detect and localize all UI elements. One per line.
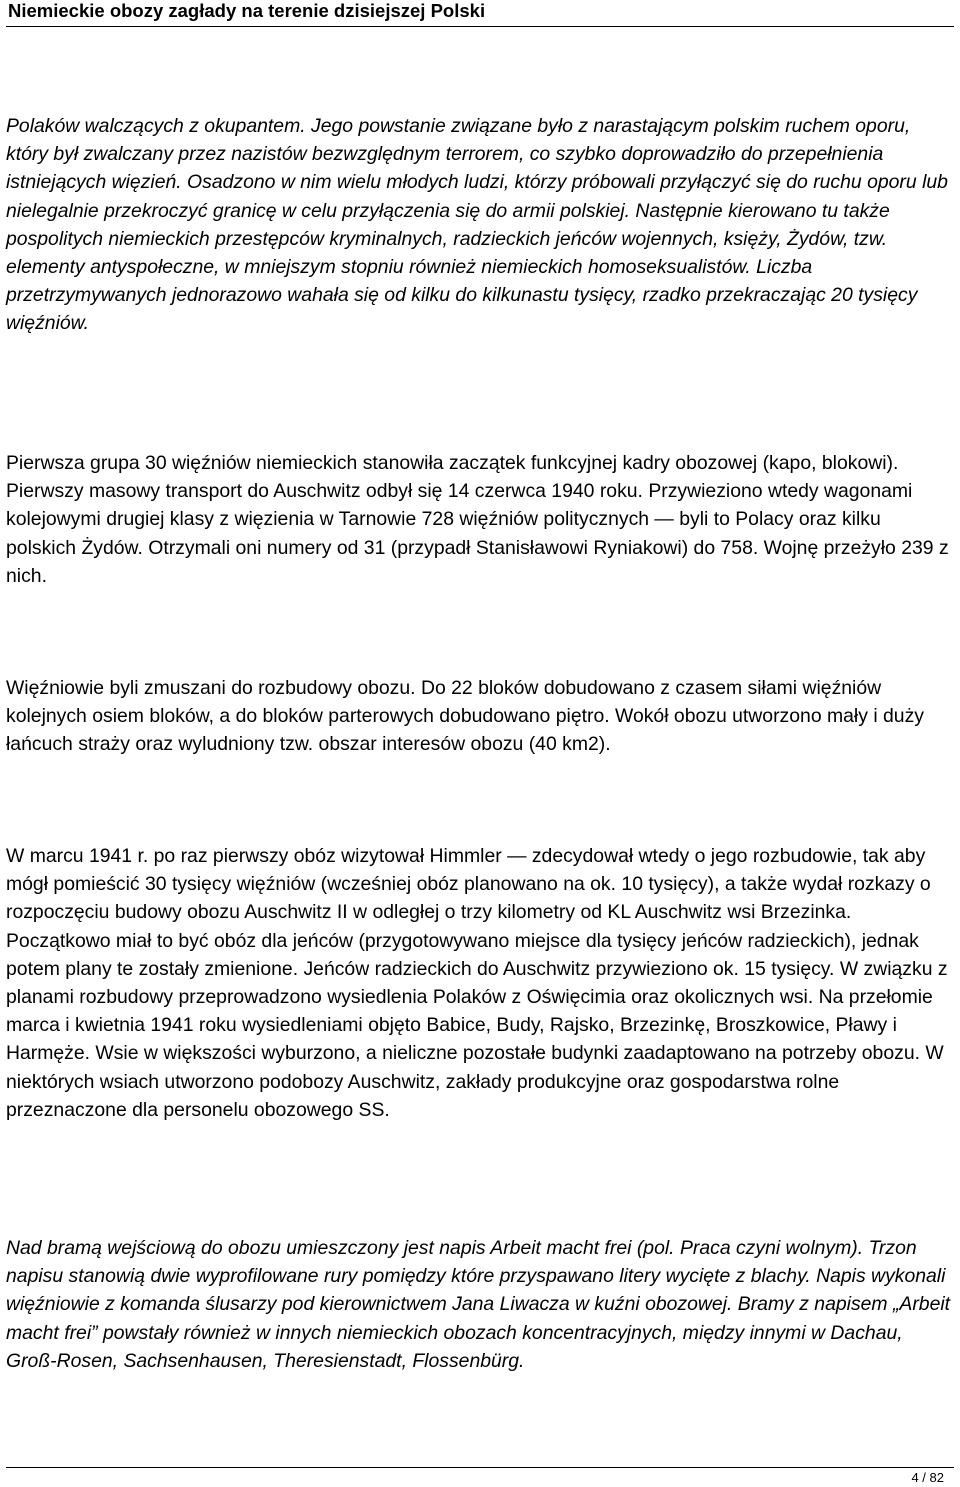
paragraph-prisoners-origin: Polaków walczących z okupantem. Jego powstanie związane było z narastającym polskim ruchem oporu, który był zwalczany przez nazistów bezwzględnym terrorem, co szybko doprowadziło do przepełnienia istniejących więzień. Osadzono w nim wielu młodych ludzi, którzy próbowali przyłączyć się do ruchu oporu lub nielegalnie przekroczyć granicę w celu przyłączenia się do armii polskiej. Następnie kierowano tu także pospolitych niemieckich przestępców kryminalnych, radzieckich jeńców wojennych, księży, Żydów, tzw. elementy antyspołeczne, w mniejszym stopniu również niemieckich homoseksualistów. Liczba przetrzymywanych jednorazowo wahała się od kilku do kilkunastu tysięcy, rzadko przekraczając 20 tysięcy więźniów. [6,115,948,335]
page-number: 4 / 82 [911,1470,944,1485]
document-title: Niemieckie obozy zagłady na terenie dzisiejszej Polski [8,0,486,21]
paragraph-himmler-visit: W marcu 1941 r. po raz pierwszy obóz wizytował Himmler — zdecydował wtedy o jego rozbudowie, tak aby mógł pomieścić 30 tysięcy więźniów (wcześniej obóz planowano na ok. 10 tysięcy), a także wydał rozkazy o rozpoczęciu budowy obozu Auschwitz II w odległej o trzy kilometry od KL Auschwitz wsi Brzezinka. Początkowo miał to być obóz dla jeńców (przygotowywano miejsce dla tysięcy jeńców radzieckich), jednak potem plany te zostały zmienione. Jeńców radzieckich do Auschwitz przywieziono ok. 15 tysięcy. W związku z planami rozbudowy przeprowadzono wysiedlenia Polaków z Oświęcimia oraz okolicznych wsi. Na przełomie marca i kwietnia 1941 roku wysiedleniami objęto Babice, Budy, Rajsko, Brzezinkę, Broszkowice, Pławy i Harmęże. Wsie w większości wyburzono, a nieliczne pozostałe budynki zaadaptowano na potrzeby obozu. W niektórych wsiach utworzono podobozy Auschwitz, zakłady produkcyjne oraz gospodarstwa rolne przeznaczone dla personelu obozowego SS. [6,845,948,1121]
page-header [6,0,954,27]
paragraph-first-transport: Pierwsza grupa 30 więźniów niemieckich stanowiła zaczątek funkcyjnej kadry obozowej (kapo, blokowi). Pierwszy masowy transport do Auschwitz odbył się 14 czerwca 1940 roku. Przywieziono wtedy wagonami kolejowymi drugiej klasy z więzienia w Tarnowie 728 więźniów politycznych — byli to Polacy oraz kilku polskich Żydów. Otrzymali oni numery od 31 (przypadł Stanisławowi Ryniakowi) do 758. Wojnę przeżyło 239 z nich. [6,452,949,587]
footer-divider [6,1467,954,1468]
paragraph-camp-expansion: Więźniowie byli zmuszani do rozbudowy obozu. Do 22 bloków dobudowano z czasem siłami więźniów kolejnych osiem bloków, a do bloków parterowych dobudowano piętro. Wokół obozu utworzono mały i duży łańcuch straży oraz wyludniony tzw. obszar interesów obozu (40 km2). [6,677,924,756]
paragraph-arbeit-macht-frei: Nad bramą wejściową do obozu umieszczony jest napis Arbeit macht frei (pol. Praca czyni wolnym). Trzon napisu stanowią dwie wyprofilowane rury pomiędzy które przyspawano litery wycięte z blachy. Napis wykonali więźniowie z komanda ślusarzy pod kierownictwem Jana Liwacza w kuźni obozowej. Bramy z napisem „Arbeit macht frei” powstały również w innych niemieckich obozach koncentracyjnych, między innymi w Dachau, Groß-Rosen, Sachsenhausen, Theresienstadt, Flossenbürg. [6,1237,951,1372]
